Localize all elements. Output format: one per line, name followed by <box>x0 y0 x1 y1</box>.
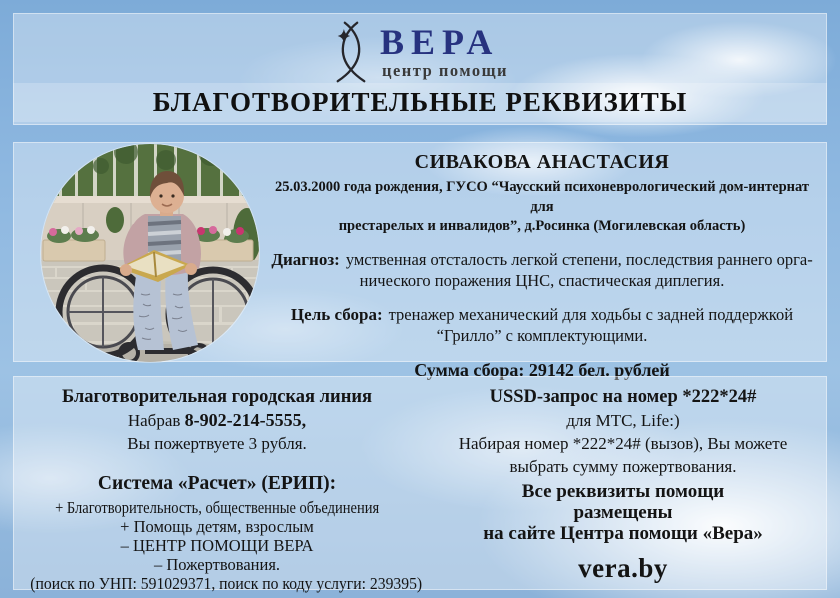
person-panel <box>13 142 827 380</box>
person-info <box>264 151 820 381</box>
ussd-operators: для МТС, Life:) <box>566 411 680 430</box>
goal-label: Цель сбора: <box>290 304 383 324</box>
erip-search-codes: (поиск по УНП: 591029371, поиск по коду услуги: 239395) <box>30 574 423 593</box>
fundraising-sum: Сумма сбора: 29142 бел. рублей <box>414 359 670 380</box>
diagnosis-label: Диагноз: <box>271 249 340 269</box>
page-title: БЛАГОТВОРИТЕЛЬНЫЕ РЕКВИЗИТЫ <box>152 87 688 117</box>
dial-prefix: Набрав <box>127 411 181 430</box>
donation-panel <box>13 376 827 593</box>
fish-with-star-icon <box>332 21 370 83</box>
person-birth-info: 25.03.2000 года рождения, ГУСО “Чаусский психоневрологический дом-интернат для престарелых и инвалидов”, д.Росинка (Могилевская область) <box>275 179 809 234</box>
logo <box>14 21 826 83</box>
diagnosis: Диагноз: умственная отсталость легкой степени, последствия раннего орга- нического поражения ЦНС, спастическая диплегия. <box>271 249 813 290</box>
city-line-result: Вы пожертвуете 3 рубля. <box>127 434 307 453</box>
erip-title: Система «Расчет» (ЕРИП): <box>97 473 337 494</box>
erip-block: Система «Расчет» (ЕРИП): + Благотворительность, общественные объединения + Помощь детям, взрослым – ЦЕНТР ПОМОЩИ ВЕРА – Пожертвования. (поиск по УНП: 591029371, поиск по коду услуги: 239395) <box>14 472 420 593</box>
logo-title: ВЕРА <box>379 21 500 62</box>
donation-phone-number: 8-902-214-5555, <box>184 410 307 430</box>
person-name: СИВАКОВА АНАСТАСИЯ <box>414 151 670 173</box>
fundraising-goal: Цель сбора: тренажер механический для ходьбы с задней поддержкой “Грилло” с комплектующими. <box>290 304 794 345</box>
city-line-title: Благотворительная городская линия <box>61 387 373 407</box>
website-block: Все реквизиты помощи размещены на сайте Центра помощи «Вера» vera.by <box>420 481 826 584</box>
website-url: vera.by <box>578 553 668 583</box>
banner <box>13 83 827 122</box>
logo-subtitle: центр помощи <box>381 60 509 80</box>
photo-illustration <box>41 144 259 362</box>
ussd-title: USSD-запрос на номер *222*24# <box>489 387 757 407</box>
person-photo <box>41 144 259 362</box>
header-panel <box>13 13 827 125</box>
logo-text <box>379 21 509 81</box>
city-line-block <box>14 385 420 455</box>
ussd-block: USSD-запрос на номер *222*24# для МТС, Life:) Набирая номер *222*24# (вызов), Вы можете выбрать сумму пожертвования. <box>420 385 826 478</box>
